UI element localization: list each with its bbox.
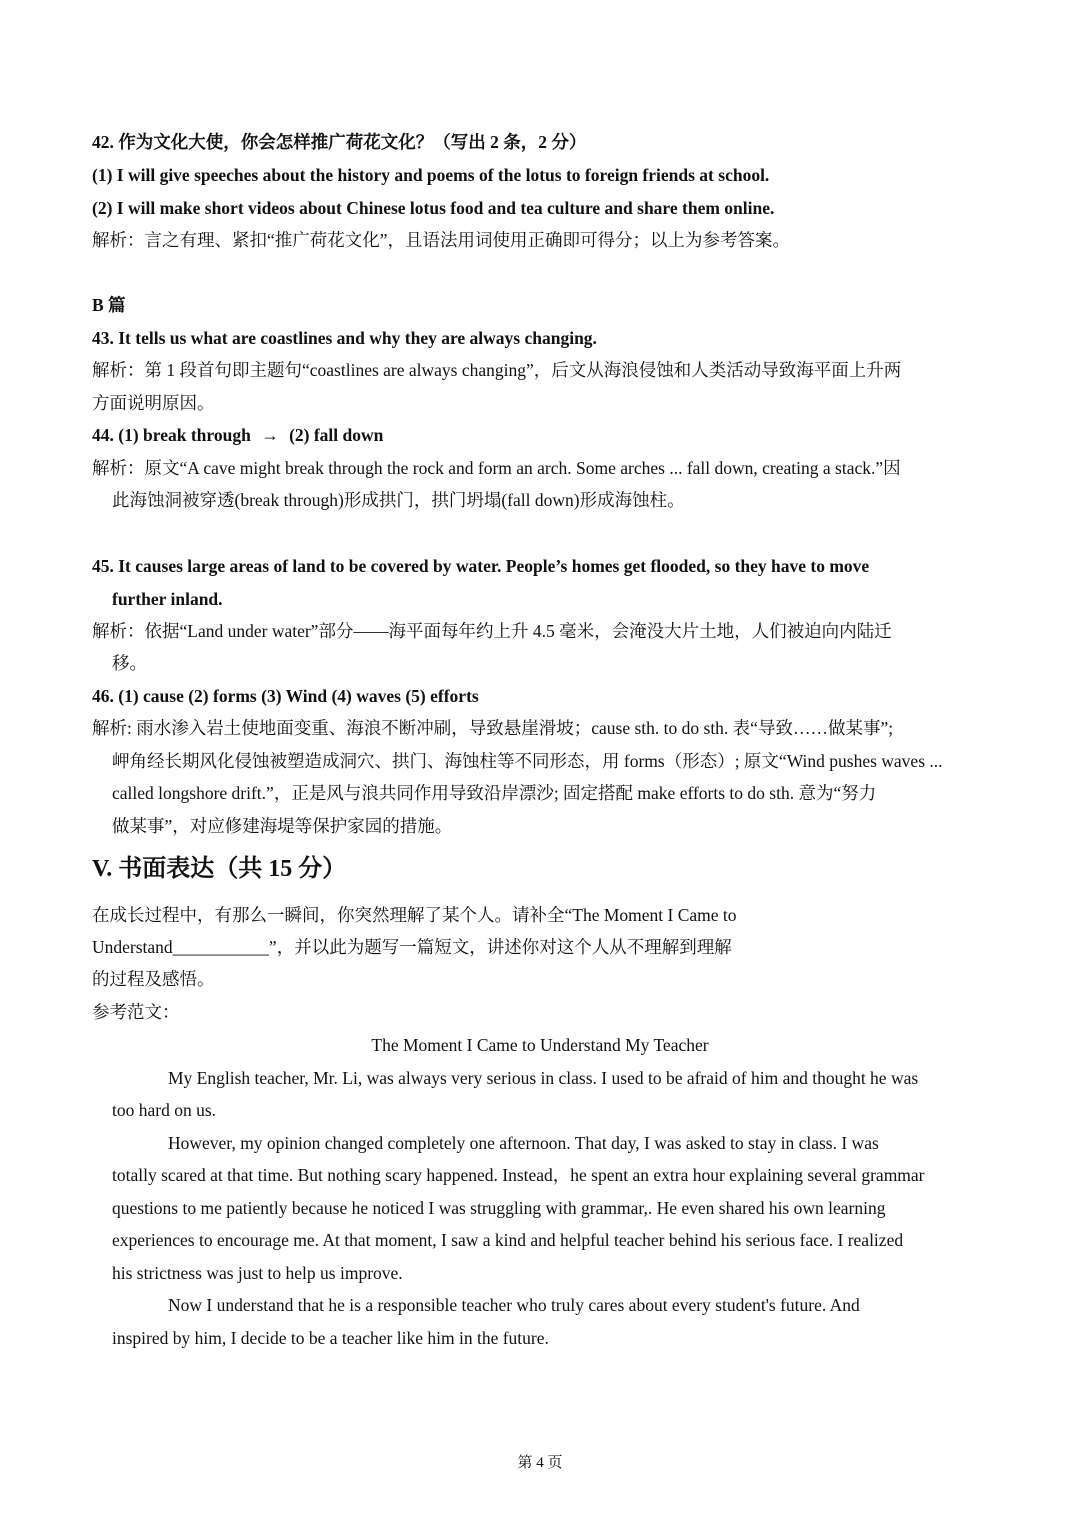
- section-b-title: B 篇: [92, 295, 126, 315]
- essay-p2-line-2: totally scared at that time. But nothing scary happened. Instead，he spent an extra hour explaining several grammar: [112, 1165, 925, 1185]
- q46-analysis-line-3: called longshore drift.”，正是风与浪共同作用导致沿岸漂沙; 固定搭配 make efforts to do sth. 意为“努力: [112, 783, 877, 803]
- q46-analysis-line-4: 做某事”，对应修建海堤等保护家园的措施。: [112, 816, 453, 836]
- essay-p2-line-3: questions to me patiently because he noticed I was struggling with grammar,. He even shared his own learning: [112, 1198, 886, 1218]
- q45-analysis-line-2: 移。: [112, 653, 147, 673]
- q44-answer-part-1: 44. (1) break through: [92, 425, 251, 445]
- writing-prompt-line-2: Understand___________”，并以此为题写一篇短文，讲述你对这个人从不理解到理解: [92, 937, 732, 957]
- page-number: 第 4 页: [517, 1455, 563, 1471]
- essay-p2-line-1: However, my opinion changed completely one afternoon. That day, I was asked to stay in class. I was: [168, 1133, 879, 1153]
- essay-title: The Moment I Came to Understand My Teacher: [371, 1035, 709, 1055]
- q43-analysis-line-2: 方面说明原因。: [92, 393, 215, 413]
- q45-analysis-line-1: 解析：依据“Land under water”部分——海平面每年约上升 4.5 毫米，会淹没大片土地，人们被迫向内陆迁: [92, 621, 892, 641]
- q42-analysis: 解析：言之有理、紧扣“推广荷花文化”，且语法用词使用正确即可得分；以上为参考答案。: [92, 230, 791, 250]
- sample-essay-label: 参考范文：: [92, 1002, 180, 1022]
- q45-answer-line-2: further inland.: [112, 589, 223, 609]
- q44-answer: [92, 423, 383, 447]
- essay-p1-line-1: My English teacher, Mr. Li, was always very serious in class. I used to be afraid of him and thought he was: [168, 1068, 919, 1088]
- q42-answer-1: (1) I will give speeches about the history and poems of the lotus to foreign friends at school.: [92, 165, 770, 185]
- q42-title: 42. 作为文化大使，你会怎样推广荷花文化？（写出 2 条，2 分）: [92, 132, 587, 152]
- writing-prompt-line-1: 在成长过程中，有那么一瞬间，你突然理解了某个人。请补全“The Moment I Came to: [92, 905, 737, 925]
- writing-prompt-line-3: 的过程及感悟。: [92, 969, 215, 989]
- q46-analysis-line-2: 岬角经长期风化侵蚀被塑造成洞穴、拱门、海蚀柱等不同形态，用 forms（形态）; 原文“Wind pushes waves ...: [112, 751, 943, 771]
- essay-p1-line-2: too hard on us.: [112, 1100, 217, 1120]
- q43-analysis-line-1: 解析：第 1 段首句即主题句“coastlines are always changing”，后文从海浪侵蚀和人类活动导致海平面上升两: [92, 360, 902, 380]
- q44-analysis-line-1: 解析：原文“A cave might break through the rock and form an arch. Some arches ... fall down, creating a stack.”因: [92, 458, 901, 478]
- essay-p3-line-1: Now I understand that he is a responsible teacher who truly cares about every student's future. And: [168, 1295, 860, 1315]
- q44-analysis-line-2: 此海蚀洞被穿透(break through)形成拱门，拱门坍塌(fall down)形成海蚀柱。: [112, 490, 685, 510]
- q42-answer-2: (2) I will make short videos about Chinese lotus food and tea culture and share them online.: [92, 198, 775, 218]
- arrow-right-icon: →: [261, 425, 279, 445]
- q46-analysis-line-1: 解析: 雨水渗入岩土使地面变重、海浪不断冲刷，导致悬崖滑坡；cause sth. to do sth. 表“导致……做某事”;: [92, 718, 894, 738]
- q43-answer: 43. It tells us what are coastlines and why they are always changing.: [92, 328, 597, 348]
- q44-answer-part-2: (2) fall down: [289, 425, 384, 445]
- essay-p3-line-2: inspired by him, I decide to be a teacher like him in the future.: [112, 1328, 549, 1348]
- essay-p2-line-4: experiences to encourage me. At that moment, I saw a kind and helpful teacher behind his serious face. I realized: [112, 1230, 904, 1250]
- section-v-heading: V. 书面表达（共 15 分）: [92, 856, 347, 882]
- q46-answer: 46. (1) cause (2) forms (3) Wind (4) waves (5) efforts: [92, 686, 479, 706]
- q45-answer-line-1: 45. It causes large areas of land to be covered by water. People’s homes get flooded, so they have to move: [92, 556, 870, 576]
- essay-p2-line-5: his strictness was just to help us improve.: [112, 1263, 403, 1283]
